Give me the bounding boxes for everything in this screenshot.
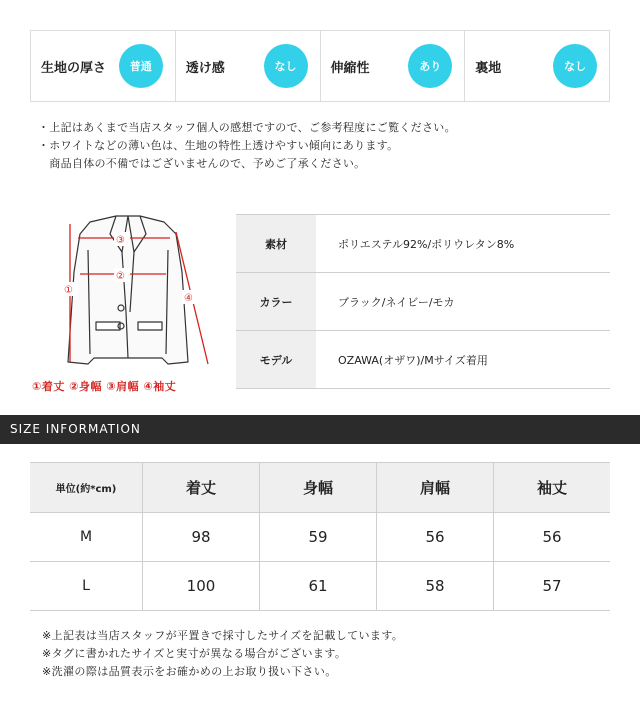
attr-badge: 普通 — [119, 44, 163, 88]
note-line: ・ホワイトなどの薄い色は、生地の特性上透けやすい傾向にあります。 — [38, 139, 399, 152]
notes-top — [38, 119, 456, 173]
column-header: 着丈 — [142, 463, 259, 512]
size-table — [30, 462, 610, 611]
column-header: 袖丈 — [493, 463, 610, 512]
size-information-header: SIZE INFORMATION — [0, 415, 640, 444]
table-cell: 58 — [376, 562, 493, 610]
attr-stretch — [321, 31, 466, 101]
jacket-measurement-diagram — [30, 212, 220, 372]
diagram-legend: ①着丈 ②身幅 ③肩幅 ④袖丈 — [32, 380, 177, 393]
attr-label: 伸縮性 — [330, 60, 370, 76]
table-cell: 57 — [493, 562, 610, 610]
column-header: 身幅 — [259, 463, 376, 512]
marker-4: ④ — [184, 293, 193, 304]
table-row — [236, 273, 610, 331]
size-label: L — [82, 578, 90, 594]
marker-2: ② — [116, 271, 125, 282]
table-row — [30, 513, 610, 562]
note-line: ※上記表は当店スタッフが平置きで採寸したサイズを記載しています。 — [42, 629, 404, 642]
model-key: モデル — [236, 331, 316, 388]
table-cell: 100 — [142, 562, 259, 610]
material-key: 素材 — [236, 215, 316, 272]
table-cell: 61 — [259, 562, 376, 610]
attr-badge: なし — [553, 44, 597, 88]
table-row — [236, 331, 610, 389]
attr-thickness — [31, 31, 176, 101]
attr-label: 生地の厚さ — [41, 60, 107, 76]
note-line: ※タグに書かれたサイズと実寸が異なる場合がございます。 — [42, 647, 347, 660]
note-line: ※洗濯の際は品質表示をお確かめの上お取り扱い下さい。 — [42, 665, 337, 678]
table-cell: 98 — [142, 513, 259, 561]
note-line: 商品自体の不備ではございませんので、予めご了承ください。 — [38, 157, 366, 170]
table-cell: 56 — [493, 513, 610, 561]
note-line: ・上記はあくまで当店スタッフ個人の感想ですので、ご参考程度にご覧ください。 — [38, 121, 456, 134]
table-header-row — [30, 463, 610, 513]
fabric-attributes — [30, 30, 610, 102]
attr-label: 裏地 — [475, 60, 502, 76]
attr-transparency — [176, 31, 321, 101]
material-value: ポリエステル92%/ポリウレタン8% — [338, 237, 515, 251]
table-cell: 59 — [259, 513, 376, 561]
column-header: 肩幅 — [376, 463, 493, 512]
table-row — [236, 215, 610, 273]
marker-1: ① — [64, 285, 73, 296]
unit-label: 単位(約*cm) — [30, 463, 142, 512]
material-table — [236, 214, 610, 389]
attr-lining — [465, 31, 609, 101]
attr-label: 透け感 — [185, 60, 225, 76]
table-cell: 56 — [376, 513, 493, 561]
table-row — [30, 562, 610, 611]
notes-bottom — [42, 627, 403, 681]
attr-badge: あり — [408, 44, 452, 88]
size-label: M — [79, 529, 93, 545]
attr-badge: なし — [264, 44, 308, 88]
color-value: ブラック/ネイビー/モカ — [338, 295, 455, 309]
color-key: カラー — [236, 273, 316, 330]
marker-3: ③ — [116, 235, 125, 246]
model-value: OZAWA(オザワ)/Mサイズ着用 — [338, 353, 488, 367]
